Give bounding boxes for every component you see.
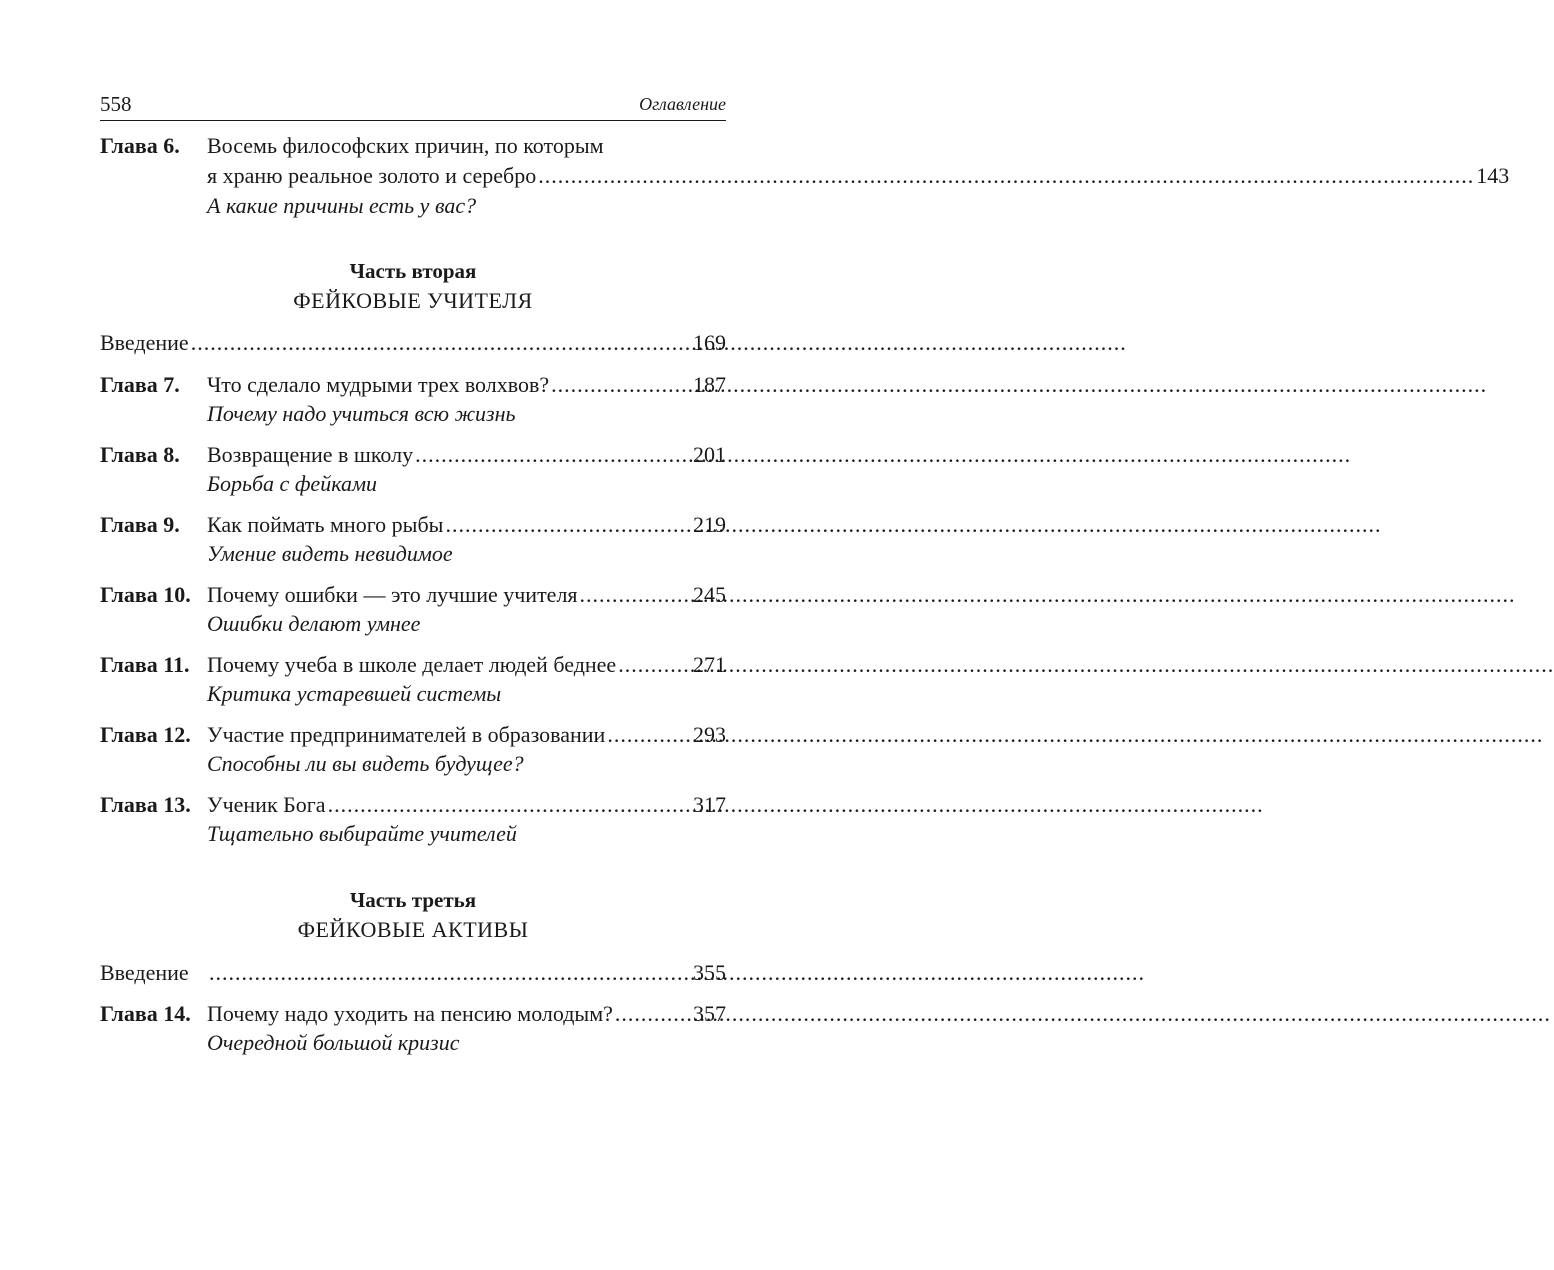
- chapter-title: Что сделало мудрыми трех волхвов?: [207, 372, 550, 397]
- chapter-title-line2: я храню реальное золото и серебро: [207, 163, 537, 188]
- page-ref: 201: [693, 442, 726, 467]
- dot-leader: [191, 328, 691, 358]
- dot-leader: [445, 510, 691, 540]
- chapter-title: Участие предпринимателей в образовании: [207, 722, 606, 747]
- chapter-label: Глава 12.: [100, 722, 191, 747]
- dot-leader: [580, 580, 691, 610]
- chapter-subtitle: Борьба с фейками: [207, 471, 377, 496]
- running-title: Оглавление: [639, 94, 726, 114]
- intro-label: Введение: [100, 960, 189, 985]
- part-heading: Часть третья: [349, 888, 477, 912]
- chapter-title: Восемь философских причин, по которым: [207, 133, 604, 158]
- toc-entry-chapter-9[interactable]: [100, 510, 726, 540]
- page-ref: 293: [693, 722, 726, 747]
- chapter-subtitle: А какие причины есть у вас?: [207, 193, 477, 218]
- chapter-subtitle: Очередной большой кризис: [207, 1030, 460, 1055]
- toc-entry-introduction[interactable]: [100, 328, 726, 358]
- dot-leader: [415, 440, 691, 470]
- chapter-title: Ученик Бога: [207, 792, 326, 817]
- chapter-title: Возвращение в школу: [207, 442, 414, 467]
- chapter-subtitle: Умение видеть невидимое: [207, 541, 453, 566]
- page-ref: 187: [693, 372, 726, 397]
- toc-entry-chapter-10[interactable]: [100, 580, 726, 610]
- part-heading: Часть вторая: [349, 259, 477, 283]
- chapter-label: Глава 10.: [100, 582, 191, 607]
- toc-entry-chapter-14[interactable]: [100, 999, 726, 1029]
- chapter-label: Глава 7.: [100, 372, 180, 397]
- page-ref: 357: [693, 1001, 726, 1026]
- dot-leader: [538, 161, 1474, 191]
- chapter-label: Глава 13.: [100, 792, 191, 817]
- part-title: ФЕЙКОВЫЕ УЧИТЕЛЯ: [293, 288, 533, 313]
- part-title: ФЕЙКОВЫЕ АКТИВЫ: [297, 917, 529, 942]
- chapter-title: Почему надо уходить на пенсию молодым?: [207, 1001, 613, 1026]
- chapter-subtitle: Способны ли вы видеть будущее?: [207, 751, 524, 776]
- chapter-title: Почему учеба в школе делает людей беднее: [207, 652, 617, 677]
- chapter-subtitle: Критика устаревшей системы: [207, 681, 502, 706]
- dot-leader: [618, 650, 691, 680]
- page-ref: 143: [1476, 163, 1510, 188]
- toc-entry-chapter-11[interactable]: [100, 650, 726, 680]
- chapter-label: Глава 8.: [100, 442, 180, 467]
- chapter-label: Глава 14.: [100, 1001, 191, 1026]
- dot-leader: [607, 720, 691, 750]
- dot-leader: [615, 999, 691, 1029]
- running-header: [100, 92, 726, 121]
- chapter-title-continuation: [207, 161, 1510, 191]
- toc-entry-introduction[interactable]: [100, 958, 726, 988]
- page-number: 558: [100, 92, 132, 116]
- chapter-label: Глава 6.: [100, 133, 180, 158]
- dot-leader: [209, 958, 691, 988]
- page-ref: 219: [693, 512, 726, 537]
- page-ref: 169: [693, 330, 726, 355]
- toc-entry-chapter-12[interactable]: [100, 720, 726, 750]
- page-ref: 355: [693, 960, 726, 985]
- page-ref: 245: [693, 582, 726, 607]
- toc-entry-chapter-13[interactable]: [100, 790, 726, 820]
- page-ref: 317: [693, 792, 726, 817]
- intro-label: Введение: [100, 330, 189, 355]
- dot-leader: [551, 370, 691, 400]
- chapter-subtitle: Тщательно выбирайте учителей: [207, 821, 517, 846]
- toc-entry-chapter-8[interactable]: [100, 440, 726, 470]
- toc-entry-chapter-6[interactable]: [100, 131, 726, 161]
- page-ref: 271: [693, 652, 726, 677]
- chapter-label: Глава 11.: [100, 652, 190, 677]
- chapter-subtitle: Ошибки делают умнее: [207, 611, 421, 636]
- chapter-title: Почему ошибки — это лучшие учителя: [207, 582, 578, 607]
- chapter-label: Глава 9.: [100, 512, 180, 537]
- chapter-subtitle: Почему надо учиться всю жизнь: [207, 401, 516, 426]
- dot-leader: [328, 790, 691, 820]
- chapter-title: Как поймать много рыбы: [207, 512, 444, 537]
- toc-entry-chapter-7[interactable]: [100, 370, 726, 400]
